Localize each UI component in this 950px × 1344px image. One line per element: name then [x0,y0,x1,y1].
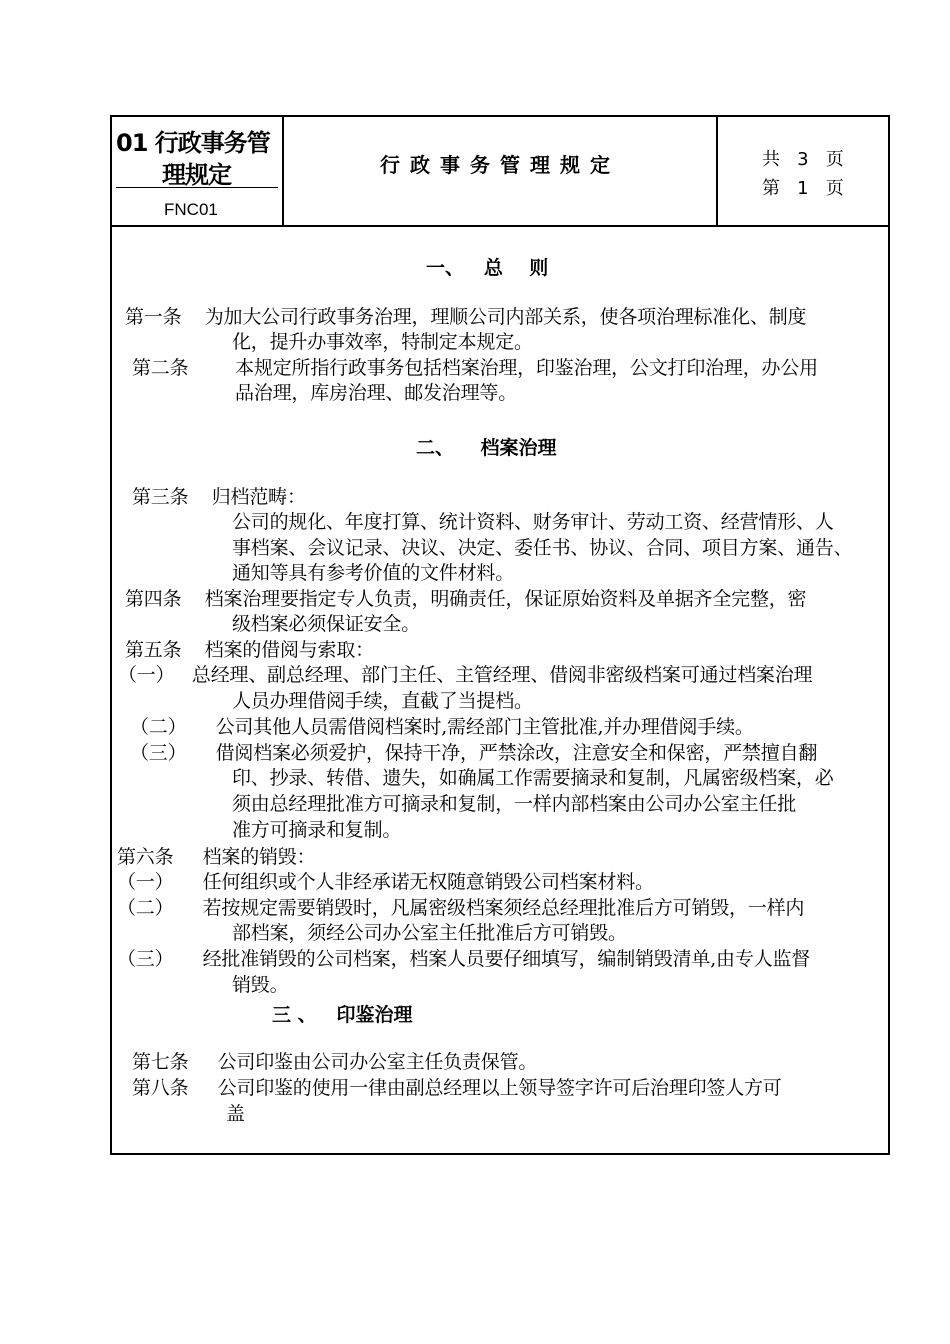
body-line: 级档案必须保证安全。 [232,613,421,635]
body-line: 人员办理借阅手续，直截了当提档。 [232,690,533,712]
body-line: 第八条 公司印鉴的使用一律由副总经理以上领导签字许可后治理印签人方可 [132,1077,782,1099]
page-title: 行政事务管理规定 [380,153,620,177]
body-line: 第三条 归档范畴： [132,486,306,508]
body-line: 销毁。 [232,974,289,996]
body-line: 品治理，库房治理、邮发治理等。 [235,382,518,404]
body-line: 公司的规化、年度打算、统计资料、财务审计、劳动工资、经营情形、人 [232,511,834,533]
body-line: 通知等具有参考价值的文件材料。 [232,562,515,584]
title-cell [284,117,718,225]
body-line: 第五条 档案的借阅与索取： [125,639,374,661]
header-row [112,117,888,227]
body-line: 第一条 为加大公司行政事务治理，理顺公司内部关系，使各项治理标准化、制度 [125,306,807,328]
divider [116,187,278,188]
body-line: 第六条 档案的销毁： [117,846,316,868]
body-line: （一） 任何组织或个人非经承诺无权随意销毁公司档案材料。 [117,871,654,893]
body-line: （一） 总经理、副总经理、部门主任、主管经理、借阅非密级档案可通过档案治理 [118,664,813,686]
body-line: 第二条 本规定所指行政事务包括档案治理，印鉴治理，公文打印治理，办公用 [132,357,818,379]
current-page: 第 1 页 [762,178,844,199]
section-heading-1: 一、 总 则 [426,257,549,279]
body-line: 第七条 公司印鉴由公司办公室主任负责保管。 [132,1051,538,1073]
body-line: 印、抄录、转借、遗失，如确属工作需要摘录和复制，凡属密级档案，必 [232,767,834,789]
total-pages: 共 3 页 [762,149,844,170]
doc-id-cell [112,117,284,225]
body-line: （二） 若按规定需要销毁时，凡属密级档案须经总经理批准后方可销毁，一样内 [117,897,805,919]
body-line: （三） 经批准销毁的公司档案，档案人员要仔细填写，编制销毁清单,由专人监督 [117,948,811,970]
body-line: 化，提升办事效率，特制定本规定。 [232,331,533,353]
body-line: 事档案、会议记录、决议、决定、委任书、协议、合同、项目方案、通告、 [232,537,853,559]
body-line: 准方可摘录和复制。 [232,819,402,841]
body-line: 第四条 档案治理要指定专人负责，明确责任，保证原始资料及单据齐全完整，密 [125,588,807,610]
body-line: 须由总经理批准方可摘录和复制，一样内部档案由公司办公室主任批 [232,793,797,815]
body-line: 部档案，须经公司办公室主任批准后方可销毁。 [232,922,627,944]
section-heading-2: 二、 档案治理 [416,437,557,459]
body-line: （三） 借阅档案必须爱护，保持干净，严禁涂改，注意安全和保密，严禁擅自翻 [130,742,818,764]
body-line: （二） 公司其他人员需借阅档案时,需经部门主管批准,并办理借阅手续。 [130,716,754,738]
doc-title-line2: 理规定 [162,161,231,189]
doc-code: FNC01 [164,200,218,219]
body-line: 盖 [226,1103,245,1125]
doc-title-line1: 01 行政事务管 [116,129,270,157]
section-heading-3: 三 、 印鉴治理 [272,1004,413,1026]
